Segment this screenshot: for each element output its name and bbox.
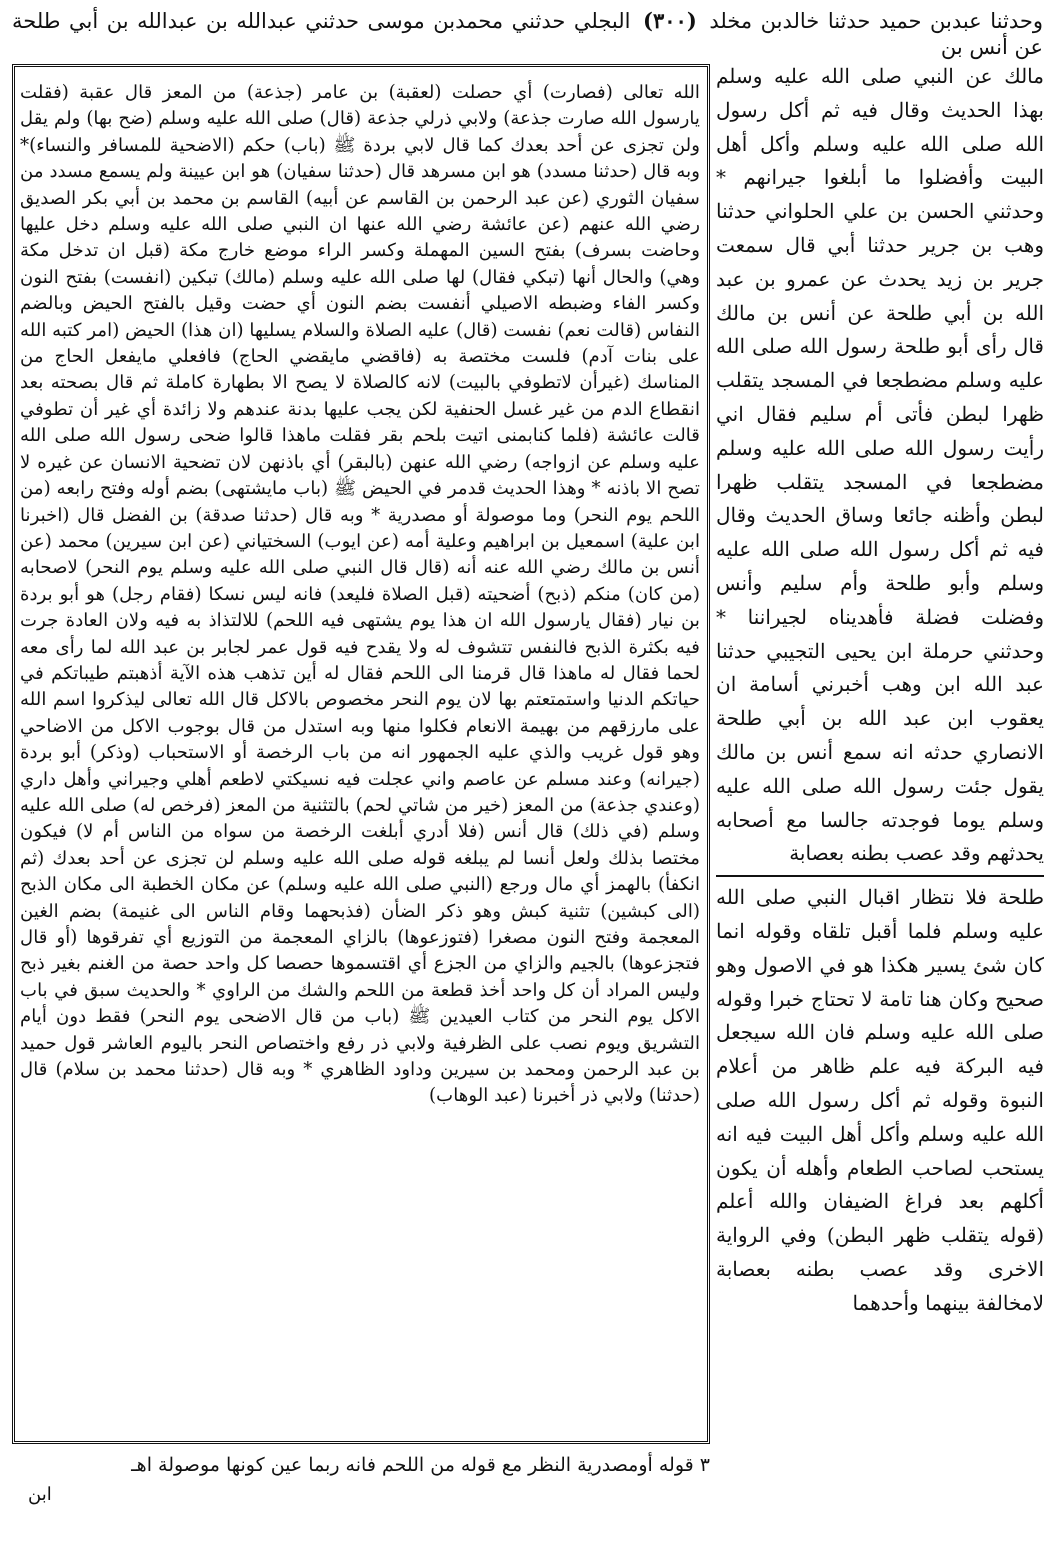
side-text-upper: مالك عن النبي صلى الله عليه وسلم بهذا الحديث وقال فيه ثم أكل رسول الله صلى الله عليه وسلم وأكل أهل البيت وأفضلوا ما أبلغوا جيرانهم * وحدثني الحسن بن علي الحلواني حدثنا وهب بن جرير حدثنا أبي قال سمعت جرير بن زيد يحدث عن عمرو بن عبد الله بن أبي طلحة عن أنس بن مالك قال رأى أبو طلحة رسول الله صلى الله عليه وسلم مضطجعا في المسجد يتقلب ظهرا لبطن فأتى أم سليم فقال اني رأيت رسول الله صلى الله عليه وسلم مضطجعا في المسجد يتقلب ظهرا لبطن وأظنه جائعا وساق الحديث وقال فيه ثم أكل رسول الله صلى الله عليه وسلم وأبو طلحة وأم سليم وأنس وفضلت فضلة فأهديناه لجيراننا * وحدثني حرملة ابن يحيى التجيبي حدثنا عبد الله ابن وهب أخبرني أسامة ان يعقوب ابن عبد الله بن أبي طلحة الانصاري حدثه انه سمع أنس بن مالك يقول جئت رسول الله صلى الله عليه وسلم يوما فوجدته جالسا مع أصحابه يحدثهم وقد عصب بطنه بعصابة [716, 64, 1044, 866]
footnote-text: قوله أومصدرية النظر مع قوله من اللحم فانه ربما عين كونها موصولة اهـ [131, 1454, 694, 1476]
catchword: ابن [28, 1484, 52, 1505]
side-column-divider [716, 875, 1044, 877]
side-text-lower: طلحة فلا نتظار اقبال النبي صلى الله عليه وسلم فلما أقبل تلقاه وقوله انما كان شئ يسير هكذا هو في الاصول وهو صحيح وكان هنا تامة لا تحتاج خبرا وقوله صلى الله عليه وسلم فان الله سيجعل فيه البركة فيه علم ظاهر من أعلام النبوة وقوله ثم أكل رسول الله صلى الله عليه وسلم وأكل أهل البيت فيه انه يستحب لصاحب الطعام وأهله أن يكون أكلهم بعد فراغ الضيفان والله أعلم (قوله يتقلب ظهر البطن) وفي الرواية الاخرى وقد عصب بطنه بعصابة لامخالفة بينهما وأحدهما [716, 885, 1044, 1315]
main-paragraph: الله تعالى (فصارت) أي حصلت (لعقبة) بن عامر (جذعة) من المعز قال عقبة (فقلت يارسول الله صارت جذعة) ولابي ذرلي جذعة (قال) صلى الله عليه وسلم (ضح بها) ولم يقل ولن تجزى عن أحد بعدك كما قال لابي بردة ﷺ (باب) حكم (الاضحية للمسافر والنساء)* وبه قال (حدثنا مسدد) هو ابن مسرهد قال (حدثنا سفيان) هو ابن عيينة ولم يسمع مسدد من سفيان الثوري (عن عبد الرحمن بن القاسم عن أبيه) القاسم بن محمد بن أبي بكر الصديق رضي الله عنهم (عن عائشة رضي الله عنها ان النبي صلى الله عليه وسلم دخل عليها وحاضت بسرف) بفتح السين المهملة وكسر الراء موضع خارج مكة (قبل ان تدخل مكة وهي) والحال أنها (تبكي فقال) لها صلى الله عليه وسلم (مالك) تبكين (انفست) بفتح النون وكسر الفاء وضبطه الاصيلي أنفست بضم النون أي حضت وقيل بالفتح الحيض وبالضم النفاس (قالت نعم) نفست (قال) عليه الصلاة والسلام يسليها (ان هذا) الحيض (امر كتبه الله على بنات آدم) فلست مختصة به (فاقضي مايقضي الحاج) فافعلي مايفعل الحاج من المناسك (غيرأن لاتطوفي بالبيت) لانه كالصلاة لا يصح الا بطهارة كاملة ثم قال بصحته بعد انقطاع الدم من غير غسل الحنفية لكن يجب عليها بدنة عندهم ولا زائدة أي غير أن تطوفي قالت عائشة (فلما كنابمنى اتيت بلحم بقر فقلت ماهذا قالوا ضحى رسول الله صلى الله عليه وسلم عن ازواجه) رضي الله عنهن (بالبقر) أي باذنهن لان تضحية الانسان عن غيره لا تصح الا باذنه * وهذا الحديث قدمر في الحيض ﷺ (باب مايشتهى) بضم أوله وفتح رابعه (من اللحم يوم النحر) وما موصولة أو مصدرية * وبه قال (حدثنا صدقة) بن الفضل قال (اخبرنا ابن علية) اسمعيل بن ابراهيم وعلية أمه (عن ايوب) السختياني (عن ابن سيرين) محمد (عن أنس بن مالك رضي الله عنه أنه (قال قال النبي صلى الله عليه وسلم يوم النحر) لاصحابه (من كان) منكم (ذبح) أضحيته (قبل الصلاة فليعد) فانه ليس نسكا (فقام رجل) هو أبو بردة بن نيار (فقال يارسول الله ان هذا يوم يشتهى فيه اللحم) للالتذاذ به فيه ولان العادة جرت فيه بكثرة الذبح فالنفس تتشوف له ولا يقدح فيه قول عمر لجابر بن عبد الله لما رأى معه لحما فقال له ماهذا قال قرمنا الى اللحم فقال له أين تذهب هذه الآية أذهبتم طيباتكم في حياتكم الدنيا واستمتعتم بها لان يوم النحر مخصوص بالاكل قال الله تعالى ليذكروا اسم الله على مارزقهم من بهيمة الانعام فكلوا منها وبه استدل من قال بوجوب الاكل من الاضاحي وهو قول غريب والذي عليه الجمهور انه من باب الرخصة أو الاستحباب (وذكر) أبو بردة (جيرانه) وعند مسلم عن عاصم واني عجلت فيه نسيكتي لاطعم أهلي وجيراني وأهل داري (وعندي جذعة) من المعز (خير من شاتي لحم) بالتثنية من المعز (فرخص له) صلى الله عليه وسلم (في ذلك) قال أنس (فلا أدري أبلغت الرخصة من سواه من الناس أم لا) فيكون مختصا بذلك ولعل أنسا لم يبلغه قوله صلى الله عليه وسلم لن تجزى عن أحد بعدك (ثم انكفأ) بالهمز أي مال ورجع (النبي صلى الله عليه وسلم) عن مكان الخطبة الى مكان الذبح (الى كبشين) تثنية كبش وهو ذكر الضأن (فذبحهما وقام الناس الى غنيمة) بضم الغين المعجمة وفتح النون مصغرا (فتوزعوها) بالزاي المعجمة من التوزيع أي تفرقوها (أو قال فتجزعوها) بالجيم والزاي من الجزع أي اقتسموها حصصا كل واحد حصة من الغنم بغير ذبح وليس المراد أن كل واحد أخذ قطعة من اللحم والشك من الراوي * والحديث سبق في باب الاكل يوم النحر من كتاب العيدين ﷺ (باب من قال الاضحى يوم النحر) فقط دون أيام التشريق ويوم نصب على الظرفية ولابي ذر رفع واختصاص النحر باليوم العاشر قول حميد بن عبد الرحمن ومحمد بن سيرين وداود الظاهري * وبه قال (حدثنا محمد بن سلام) قال (حدثنا) ولابي ذر أخبرنا (عبد الوهاب) [20, 82, 700, 1107]
side-column [716, 60, 1044, 1520]
header-text-right: وحدثنا عبدبن حميد حدثنا خالدبن مخلد [709, 9, 1043, 33]
main-column [20, 80, 700, 1440]
footnote [20, 1452, 710, 1492]
page-number: (٣٠٠) [643, 8, 697, 33]
side-text-lower-visible [716, 881, 1044, 1320]
footnote-marker: ٣ [699, 1454, 710, 1476]
header-text-left: البجلي حدثني محمدبن موسى حدثني عبدالله بن عبدالله بن أبي طلحة عن أنس بن [12, 9, 1043, 59]
page-header [12, 8, 1043, 62]
